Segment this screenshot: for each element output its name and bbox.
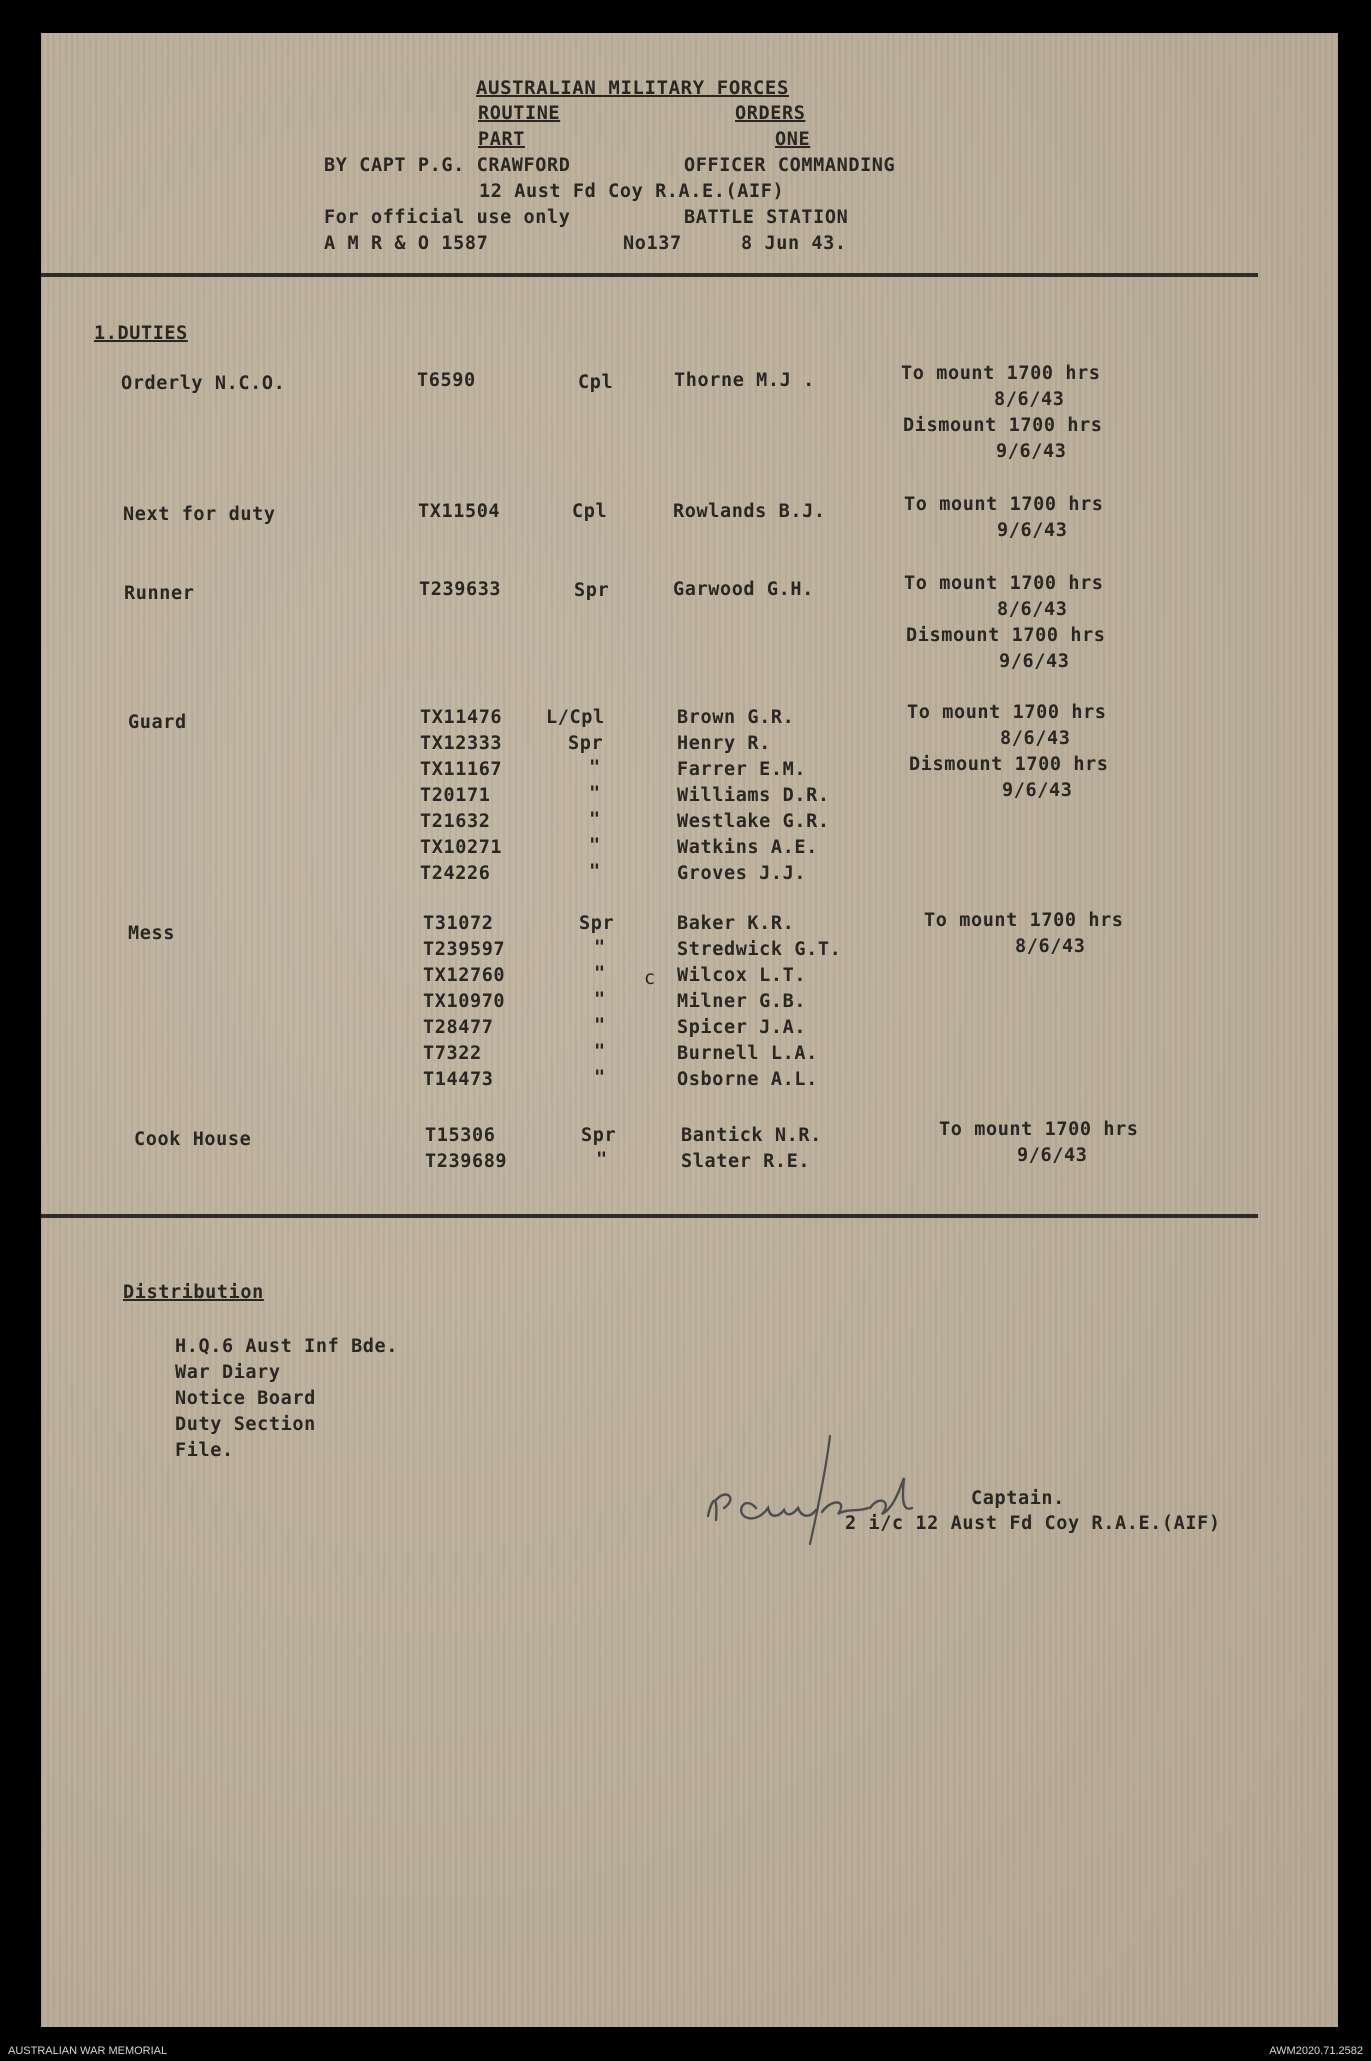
header-amr: A M R & O 1587 bbox=[324, 233, 489, 254]
distribution-item: Duty Section bbox=[175, 1414, 316, 1435]
duty-note: 9/6/43 bbox=[1017, 1145, 1088, 1166]
duty-number: T24226 bbox=[420, 863, 491, 884]
header-title: AUSTRALIAN MILITARY FORCES bbox=[476, 77, 790, 99]
duty-number: T7322 bbox=[423, 1043, 482, 1064]
duty-name: Rowlands B.J. bbox=[673, 501, 826, 522]
signature-role: 2 i/c 12 Aust Fd Coy R.A.E.(AIF) bbox=[845, 1513, 1221, 1534]
duty-rank: Cpl bbox=[578, 372, 614, 393]
distribution-item: Notice Board bbox=[175, 1388, 316, 1409]
duty-name: Henry R. bbox=[677, 733, 771, 754]
footer-right-caption: AWM2020.71.2582 bbox=[1269, 2045, 1363, 2057]
duty-rank: Cpl bbox=[572, 501, 608, 522]
duty-name: Westlake G.R. bbox=[677, 811, 830, 832]
duty-label-cookhouse: Cook House bbox=[134, 1129, 252, 1150]
header-part: PART bbox=[478, 129, 525, 150]
duty-rank: " bbox=[589, 835, 601, 856]
duty-number: T28477 bbox=[423, 1017, 494, 1038]
distribution-item: File. bbox=[175, 1440, 234, 1461]
signature-title: Captain. bbox=[971, 1488, 1065, 1509]
duty-name: Baker K.R. bbox=[677, 913, 795, 934]
duty-number: TX12333 bbox=[420, 733, 503, 754]
distribution-heading: Distribution bbox=[123, 1282, 264, 1303]
duty-number: T239597 bbox=[423, 939, 506, 960]
header-officer: OFFICER COMMANDING bbox=[684, 155, 896, 176]
duty-name: Wilcox L.T. bbox=[677, 965, 807, 986]
duty-name: Spicer J.A. bbox=[677, 1017, 807, 1038]
duty-note: To mount 1700 hrs bbox=[939, 1119, 1139, 1140]
duty-name: Stredwick G.T. bbox=[677, 939, 842, 960]
header-orders: ORDERS bbox=[735, 103, 806, 124]
duty-note: To mount 1700 hrs bbox=[907, 702, 1107, 723]
duty-label-mess: Mess bbox=[128, 923, 175, 944]
duty-rank: " bbox=[594, 1067, 606, 1088]
duty-label-guard: Guard bbox=[128, 712, 187, 733]
duty-note: To mount 1700 hrs bbox=[904, 494, 1104, 515]
duty-note: 8/6/43 bbox=[1015, 936, 1086, 957]
duty-name: Osborne A.L. bbox=[677, 1069, 818, 1090]
duty-note: 8/6/43 bbox=[1000, 728, 1071, 749]
duty-note: To mount 1700 hrs bbox=[924, 910, 1124, 931]
duty-rank: " bbox=[589, 861, 601, 882]
duty-note: 8/6/43 bbox=[997, 599, 1068, 620]
bottom-divider bbox=[41, 1214, 1258, 1218]
duty-name: Bantick N.R. bbox=[681, 1125, 822, 1146]
header-one: ONE bbox=[775, 129, 811, 150]
duty-name: Slater R.E. bbox=[681, 1151, 811, 1172]
duty-note: 9/6/43 bbox=[996, 441, 1067, 462]
duty-number: TX11504 bbox=[418, 501, 501, 522]
top-divider bbox=[41, 273, 1258, 277]
duty-label-runner: Runner bbox=[124, 583, 195, 604]
duty-number: T31072 bbox=[423, 913, 494, 934]
duty-number: TX10271 bbox=[420, 837, 503, 858]
duty-name: Garwood G.H. bbox=[673, 579, 814, 600]
margin-mark: c bbox=[644, 968, 656, 989]
duty-name: Thorne M.J . bbox=[674, 370, 815, 391]
duty-rank: " bbox=[594, 963, 606, 984]
header-number: No137 bbox=[623, 233, 682, 254]
duty-name: Milner G.B. bbox=[677, 991, 807, 1012]
duty-note: Dismount 1700 hrs bbox=[903, 415, 1103, 436]
duty-number: T14473 bbox=[423, 1069, 494, 1090]
duty-note: 8/6/43 bbox=[994, 389, 1065, 410]
duty-number: TX11167 bbox=[420, 759, 503, 780]
duty-name: Burnell L.A. bbox=[677, 1043, 818, 1064]
duty-name: Williams D.R. bbox=[677, 785, 830, 806]
duty-rank: Spr bbox=[581, 1125, 617, 1146]
duty-rank: Spr bbox=[568, 733, 604, 754]
duty-rank: " bbox=[594, 937, 606, 958]
header-official: For official use only bbox=[324, 207, 571, 228]
header-by: BY CAPT P.G. CRAWFORD bbox=[324, 155, 571, 176]
duty-number: T20171 bbox=[420, 785, 491, 806]
duty-rank: " bbox=[594, 1015, 606, 1036]
duties-heading: 1.DUTIES bbox=[94, 323, 188, 344]
duty-number: T239633 bbox=[419, 579, 502, 600]
duty-number: TX12760 bbox=[423, 965, 506, 986]
duty-note: To mount 1700 hrs bbox=[904, 573, 1104, 594]
duty-note: To mount 1700 hrs bbox=[901, 363, 1101, 384]
duty-rank: L/Cpl bbox=[546, 707, 605, 728]
handwritten-signature bbox=[698, 1428, 988, 1558]
duty-number: T15306 bbox=[425, 1125, 496, 1146]
duty-name: Farrer E.M. bbox=[677, 759, 807, 780]
duty-rank: Spr bbox=[574, 580, 610, 601]
header-date: 8 Jun 43. bbox=[741, 233, 847, 254]
duty-rank: " bbox=[594, 989, 606, 1010]
duty-rank: " bbox=[589, 809, 601, 830]
duty-label-next: Next for duty bbox=[123, 504, 276, 525]
duty-note: 9/6/43 bbox=[1002, 780, 1073, 801]
document-page bbox=[41, 33, 1338, 2027]
duty-rank: Spr bbox=[579, 913, 615, 934]
duty-rank: " bbox=[594, 1041, 606, 1062]
duty-rank: " bbox=[589, 783, 601, 804]
duty-label-orderly: Orderly N.C.O. bbox=[121, 373, 286, 394]
header-station: BATTLE STATION bbox=[684, 207, 849, 228]
header-routine: ROUTINE bbox=[478, 103, 561, 124]
header-unit: 12 Aust Fd Coy R.A.E.(AIF) bbox=[479, 181, 785, 202]
footer-left-caption: AUSTRALIAN WAR MEMORIAL bbox=[8, 2045, 168, 2057]
distribution-item: H.Q.6 Aust Inf Bde. bbox=[175, 1336, 399, 1357]
duty-rank: " bbox=[596, 1149, 608, 1170]
duty-rank: " bbox=[589, 757, 601, 778]
duty-number: T21632 bbox=[420, 811, 491, 832]
duty-note: 9/6/43 bbox=[997, 520, 1068, 541]
distribution-item: War Diary bbox=[175, 1362, 281, 1383]
duty-name: Groves J.J. bbox=[677, 863, 807, 884]
duty-note: Dismount 1700 hrs bbox=[906, 625, 1106, 646]
duty-number: T239689 bbox=[425, 1151, 508, 1172]
duty-number: TX11476 bbox=[420, 707, 503, 728]
duty-note: 9/6/43 bbox=[999, 651, 1070, 672]
duty-number: TX10970 bbox=[423, 991, 506, 1012]
duty-note: Dismount 1700 hrs bbox=[909, 754, 1109, 775]
duty-name: Brown G.R. bbox=[677, 707, 795, 728]
duty-name: Watkins A.E. bbox=[677, 837, 818, 858]
duty-number: T6590 bbox=[417, 370, 476, 391]
